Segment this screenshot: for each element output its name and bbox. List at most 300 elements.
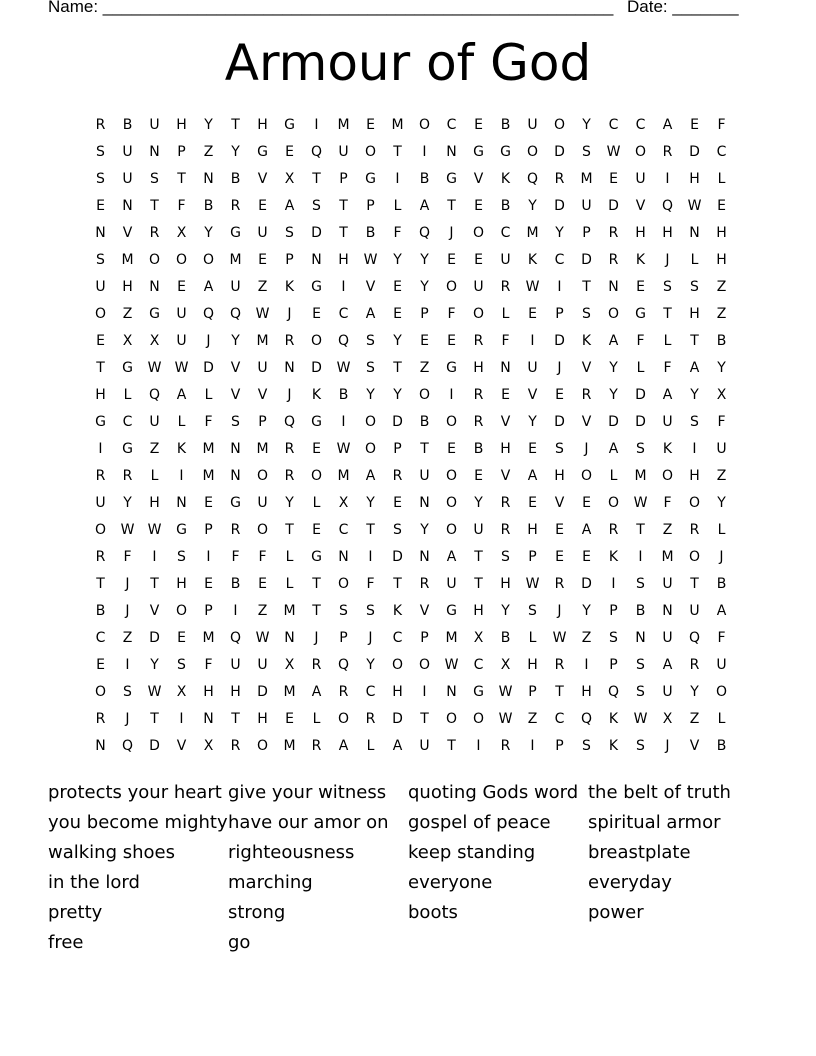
grid-cell: O [175,603,188,619]
grid-cell: G [122,441,133,457]
grid-cell: T [285,522,294,538]
grid-cell: G [257,144,268,160]
grid-cell: E [204,495,213,511]
grid-cell: Z [122,306,133,322]
grid-cell: M [445,630,458,646]
grid-cell: H [500,576,511,592]
grid-cell: Y [717,495,726,511]
grid-cell: W [120,522,135,538]
grid-cell: R [95,117,106,133]
grid-cell: M [391,117,404,133]
word-bank-item: walking shoes [48,842,175,863]
word-bank-item: breastplate [588,842,691,863]
grid-cell: J [125,711,130,727]
grid-cell: J [584,441,589,457]
grid-cell: M [634,468,647,484]
grid-cell: N [284,360,295,376]
grid-cell: T [312,171,321,187]
grid-cell: R [689,522,700,538]
word-bank-item: marching [228,872,313,893]
grid-cell: D [257,684,268,700]
grid-cell: H [473,360,484,376]
grid-cell: V [230,387,241,403]
grid-cell: B [473,441,484,457]
name-field-label: Name: ______________________________________________________ [48,0,614,16]
grid-cell: D [635,414,646,430]
grid-cell: T [96,576,105,592]
grid-cell: U [473,522,484,538]
grid-cell: L [285,549,294,565]
grid-cell: R [95,468,106,484]
grid-cell: U [527,117,538,133]
grid-cell: H [689,468,700,484]
word-bank-item: gospel of peace [408,812,551,833]
grid-cell: E [474,252,483,268]
grid-cell: G [311,414,322,430]
grid-cell: R [554,657,565,673]
grid-cell: E [96,198,105,214]
grid-cell: Z [257,603,268,619]
grid-cell: K [608,549,619,565]
grid-cell: Q [310,144,323,160]
grid-cell: P [339,630,348,646]
grid-cell: Y [609,387,618,403]
grid-cell: D [554,414,565,430]
word-bank-item: in the lord [48,872,140,893]
grid-cell: Y [420,279,429,295]
grid-cell: X [716,387,727,403]
grid-cell: P [582,225,591,241]
grid-cell: Q [121,738,134,754]
grid-cell: Q [337,657,350,673]
grid-cell: H [176,117,187,133]
grid-cell: N [446,684,457,700]
grid-cell: S [393,522,402,538]
grid-cell: T [690,333,699,349]
grid-cell: U [527,360,538,376]
grid-cell: F [501,333,510,349]
grid-cell: I [206,549,211,565]
grid-cell: H [527,657,538,673]
grid-cell: W [552,630,567,646]
grid-cell: E [204,576,213,592]
grid-cell: B [230,576,241,592]
grid-cell: H [257,117,268,133]
grid-cell: Y [285,495,294,511]
grid-cell: J [287,306,292,322]
grid-cell: T [447,738,456,754]
grid-cell: O [715,684,728,700]
grid-cell: Z [716,306,727,322]
grid-cell: A [392,738,403,754]
grid-cell: O [607,306,620,322]
grid-cell: S [96,252,105,268]
grid-cell: S [366,360,375,376]
grid-cell: N [311,252,322,268]
grid-cell: H [689,171,700,187]
grid-cell: D [392,711,403,727]
grid-cell: L [609,468,618,484]
grid-cell: G [446,360,457,376]
grid-cell: T [312,576,321,592]
grid-cell: R [500,738,511,754]
word-bank-item: you become mighty [48,812,228,833]
grid-cell: A [176,387,187,403]
grid-cell: B [365,225,376,241]
grid-cell: U [149,414,160,430]
grid-cell: X [284,171,295,187]
grid-cell: E [393,495,402,511]
grid-cell: U [473,279,484,295]
grid-cell: H [149,495,160,511]
grid-cell: D [554,144,565,160]
grid-cell: R [284,441,295,457]
grid-cell: S [582,738,591,754]
grid-cell: I [341,279,346,295]
grid-cell: V [176,738,187,754]
grid-cell: E [177,279,186,295]
grid-cell: J [314,630,319,646]
grid-cell: U [230,657,241,673]
grid-cell: O [445,495,458,511]
grid-cell: S [636,576,645,592]
grid-cell: Q [283,414,296,430]
grid-cell: U [257,657,268,673]
grid-cell: A [365,306,376,322]
grid-cell: O [418,387,431,403]
grid-cell: Y [582,117,591,133]
grid-cell: F [663,495,672,511]
grid-cell: U [662,414,673,430]
grid-cell: L [150,468,159,484]
grid-cell: S [528,603,537,619]
grid-cell: E [420,333,429,349]
grid-cell: R [473,414,484,430]
grid-cell: Y [501,603,510,619]
grid-cell: S [366,603,375,619]
grid-cell: I [449,387,454,403]
grid-cell: T [231,711,240,727]
grid-cell: T [420,441,429,457]
grid-cell: F [636,333,645,349]
grid-cell: B [122,117,133,133]
grid-cell: H [338,252,349,268]
grid-cell: X [176,225,187,241]
grid-cell: Y [393,333,402,349]
word-bank-item: go [228,932,251,953]
grid-cell: S [177,657,186,673]
grid-cell: U [230,279,241,295]
grid-cell: E [501,387,510,403]
grid-cell: E [96,657,105,673]
grid-cell: K [176,441,187,457]
grid-cell: G [122,360,133,376]
grid-cell: U [500,252,511,268]
grid-cell: C [365,684,376,700]
grid-cell: Z [581,630,592,646]
grid-cell: E [528,495,537,511]
grid-cell: I [530,738,535,754]
grid-cell: U [716,441,727,457]
grid-cell: I [233,603,238,619]
grid-cell: E [312,522,321,538]
grid-cell: N [419,549,430,565]
grid-cell: W [336,441,351,457]
grid-cell: S [690,279,699,295]
grid-cell: V [689,738,700,754]
grid-cell: E [258,576,267,592]
grid-cell: A [338,738,349,754]
grid-cell: X [284,657,295,673]
grid-cell: E [474,198,483,214]
grid-cell: I [125,657,130,673]
grid-cell: V [500,414,511,430]
grid-cell: D [311,225,322,241]
grid-cell: E [717,198,726,214]
grid-cell: R [284,333,295,349]
grid-cell: X [662,711,673,727]
grid-cell: E [96,333,105,349]
grid-cell: S [285,225,294,241]
grid-cell: O [553,117,566,133]
grid-cell: Y [582,603,591,619]
grid-cell: F [258,549,267,565]
grid-cell: J [206,333,211,349]
grid-cell: N [500,360,511,376]
grid-cell: B [419,414,430,430]
grid-cell: E [177,630,186,646]
grid-cell: P [285,252,294,268]
grid-cell: A [365,468,376,484]
grid-cell: T [420,711,429,727]
grid-cell: T [447,198,456,214]
word-bank-item: everyone [408,872,493,893]
grid-cell: E [636,279,645,295]
grid-cell: H [473,603,484,619]
grid-cell: O [94,306,107,322]
grid-cell: P [528,684,537,700]
grid-cell: P [204,603,213,619]
grid-cell: H [527,522,538,538]
grid-cell: T [474,576,483,592]
word-bank-item: righteousness [228,842,355,863]
grid-cell: S [96,144,105,160]
grid-cell: H [176,576,187,592]
grid-cell: U [257,225,268,241]
grid-cell: D [635,387,646,403]
grid-cell: U [581,198,592,214]
grid-cell: W [255,306,270,322]
grid-cell: A [608,441,619,457]
grid-cell: U [122,144,133,160]
grid-cell: R [230,738,241,754]
grid-cell: R [149,225,160,241]
grid-cell: R [608,522,619,538]
grid-cell: P [555,738,564,754]
grid-cell: Y [231,333,240,349]
grid-cell: S [636,657,645,673]
grid-cell: S [123,684,132,700]
grid-cell: N [284,630,295,646]
grid-cell: O [337,576,350,592]
grid-cell: Q [418,225,431,241]
grid-cell: A [662,387,673,403]
grid-cell: J [719,549,724,565]
grid-cell: X [500,657,511,673]
grid-cell: O [445,522,458,538]
grid-cell: F [393,225,402,241]
grid-cell: H [716,252,727,268]
grid-cell: G [473,144,484,160]
grid-cell: L [528,630,537,646]
grid-cell: L [636,360,645,376]
grid-cell: G [284,117,295,133]
grid-cell: O [472,711,485,727]
grid-cell: U [716,657,727,673]
grid-cell: U [689,603,700,619]
grid-cell: O [310,333,323,349]
grid-cell: Y [690,684,699,700]
grid-cell: O [94,522,107,538]
word-bank-item: have our amor on [228,812,389,833]
grid-cell: G [473,684,484,700]
grid-cell: O [391,657,404,673]
grid-cell: H [122,279,133,295]
grid-cell: E [528,441,537,457]
grid-cell: N [203,171,214,187]
grid-cell: T [393,360,402,376]
grid-cell: I [179,468,184,484]
grid-cell: H [689,306,700,322]
grid-cell: L [717,711,726,727]
grid-cell: H [716,225,727,241]
grid-cell: P [177,144,186,160]
grid-cell: S [312,198,321,214]
grid-cell: F [447,306,456,322]
grid-cell: D [149,630,160,646]
grid-cell: F [717,630,726,646]
grid-cell: F [366,576,375,592]
grid-cell: C [338,306,349,322]
grid-cell: I [557,279,562,295]
grid-cell: D [554,198,565,214]
grid-cell: S [339,603,348,619]
grid-cell: F [231,549,240,565]
grid-cell: K [581,333,592,349]
word-search-grid [87,112,735,760]
grid-cell: E [555,522,564,538]
word-bank-item: spiritual armor [588,812,721,833]
grid-cell: W [147,522,162,538]
grid-cell: G [365,171,376,187]
grid-cell: U [257,495,268,511]
grid-cell: E [447,441,456,457]
grid-cell: Q [229,306,242,322]
grid-cell: U [662,684,673,700]
grid-cell: U [95,279,106,295]
grid-cell: U [95,495,106,511]
grid-cell: T [366,522,375,538]
grid-cell: O [364,144,377,160]
grid-cell: H [95,387,106,403]
grid-cell: H [554,468,565,484]
grid-cell: M [337,468,350,484]
grid-cell: U [419,738,430,754]
grid-cell: E [555,549,564,565]
grid-cell: C [122,414,133,430]
grid-cell: R [365,711,376,727]
grid-cell: P [204,522,213,538]
grid-cell: R [608,252,619,268]
grid-cell: N [230,468,241,484]
grid-cell: L [690,252,699,268]
grid-cell: G [311,279,322,295]
grid-cell: K [392,603,403,619]
grid-cell: W [174,360,189,376]
grid-cell: E [609,171,618,187]
grid-cell: N [203,711,214,727]
grid-cell: W [147,684,162,700]
grid-cell: V [554,495,565,511]
grid-cell: D [608,414,619,430]
grid-cell: S [609,630,618,646]
grid-cell: N [419,495,430,511]
grid-cell: O [418,117,431,133]
grid-cell: X [473,630,484,646]
page-title: Armour of God [224,34,592,92]
grid-cell: R [230,198,241,214]
grid-cell: U [176,333,187,349]
grid-cell: S [582,306,591,322]
grid-cell: X [176,684,187,700]
grid-cell: A [311,684,322,700]
grid-cell: U [635,171,646,187]
grid-cell: D [149,738,160,754]
grid-cell: R [392,468,403,484]
grid-cell: T [582,279,591,295]
grid-cell: M [283,738,296,754]
grid-cell: T [393,576,402,592]
grid-cell: K [608,738,619,754]
grid-cell: Y [528,198,537,214]
grid-cell: G [446,171,457,187]
grid-cell: H [581,684,592,700]
grid-cell: K [500,171,511,187]
grid-cell: A [689,360,700,376]
grid-cell: Y [231,144,240,160]
grid-cell: V [230,360,241,376]
grid-cell: E [690,117,699,133]
word-bank-item: power [588,902,644,923]
grid-cell: Y [555,225,564,241]
grid-cell: H [203,684,214,700]
grid-cell: O [688,495,701,511]
grid-cell: U [176,306,187,322]
grid-cell: E [582,549,591,565]
grid-cell: H [392,684,403,700]
grid-cell: F [204,414,213,430]
grid-cell: G [149,306,160,322]
grid-cell: A [662,657,673,673]
grid-cell: F [123,549,132,565]
grid-cell: Y [474,495,483,511]
grid-cell: O [364,441,377,457]
grid-cell: M [202,630,215,646]
grid-cell: P [609,657,618,673]
grid-cell: B [500,198,511,214]
grid-cell: D [608,198,619,214]
grid-cell: T [150,711,159,727]
